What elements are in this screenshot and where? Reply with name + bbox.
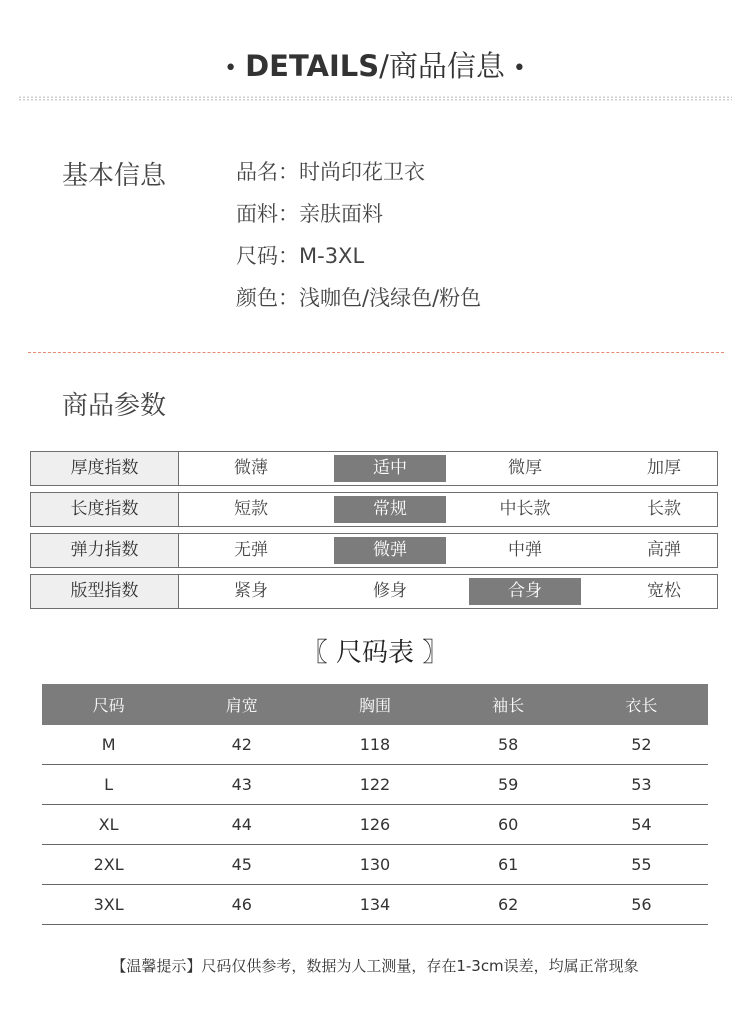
size-chart-table xyxy=(42,684,708,925)
param-label: 弹力指数 xyxy=(31,534,179,567)
param-row-thickness xyxy=(30,451,718,486)
table-cell: 62 xyxy=(442,885,575,925)
param-options xyxy=(179,575,717,608)
table-cell: 44 xyxy=(175,805,308,845)
param-option: 短款 xyxy=(234,499,268,519)
table-cell: 60 xyxy=(442,805,575,845)
param-option: 无弹 xyxy=(234,540,268,560)
param-option: 合身 xyxy=(469,578,581,605)
table-cell: 43 xyxy=(175,765,308,805)
table-cell: 61 xyxy=(442,845,575,885)
dashed-divider xyxy=(28,352,724,353)
table-cell: 46 xyxy=(175,885,308,925)
param-option: 中长款 xyxy=(499,499,551,519)
param-row-elasticity xyxy=(30,533,718,568)
size-chart-title: 〖 尺码表 〗 xyxy=(301,638,449,668)
params-title: 商品参数 xyxy=(62,391,167,421)
param-option: 微薄 xyxy=(234,458,268,478)
table-cell: 134 xyxy=(308,885,441,925)
param-label: 长度指数 xyxy=(31,493,179,526)
page-header xyxy=(0,44,750,85)
param-option: 微厚 xyxy=(508,458,542,478)
column-header: 尺码 xyxy=(42,684,175,725)
table-cell: 42 xyxy=(175,725,308,765)
table-header-row xyxy=(42,684,708,725)
param-label: 厚度指数 xyxy=(31,452,179,485)
table-cell: M xyxy=(42,725,175,765)
param-option: 长款 xyxy=(647,499,681,519)
table-cell: 55 xyxy=(575,845,708,885)
table-cell: 53 xyxy=(575,765,708,805)
column-header: 胸围 xyxy=(308,684,441,725)
param-option: 适中 xyxy=(334,455,446,482)
table-row xyxy=(42,885,708,925)
header-title-en: DETAILS xyxy=(245,49,380,83)
table-cell: 58 xyxy=(442,725,575,765)
basic-info-list xyxy=(236,155,481,323)
param-options xyxy=(179,534,717,567)
table-row xyxy=(42,765,708,805)
size-tip-note: 【温馨提示】尺码仅供参考，数据为人工测量，存在1-3cm误差，均属正常现象 xyxy=(111,957,639,975)
table-row xyxy=(42,805,708,845)
table-cell: L xyxy=(42,765,175,805)
param-row-fit xyxy=(30,574,718,609)
basic-info-fabric: 面料：亲肤面料 xyxy=(236,202,383,226)
table-cell: 122 xyxy=(308,765,441,805)
column-header: 袖长 xyxy=(442,684,575,725)
table-cell: 56 xyxy=(575,885,708,925)
param-option: 微弹 xyxy=(334,537,446,564)
table-row xyxy=(42,845,708,885)
column-header: 肩宽 xyxy=(175,684,308,725)
param-options xyxy=(179,452,717,485)
basic-info-color: 颜色：浅咖色/浅绿色/粉色 xyxy=(236,286,482,310)
table-cell: 59 xyxy=(442,765,575,805)
table-row xyxy=(42,725,708,765)
dotted-divider xyxy=(18,96,732,101)
table-cell: 118 xyxy=(308,725,441,765)
param-option: 宽松 xyxy=(647,581,681,601)
table-cell: 45 xyxy=(175,845,308,885)
param-option: 加厚 xyxy=(647,458,681,478)
table-cell: 54 xyxy=(575,805,708,845)
basic-info-name: 品名：时尚印花卫衣 xyxy=(236,160,425,184)
column-header: 衣长 xyxy=(575,684,708,725)
table-cell: 52 xyxy=(575,725,708,765)
table-cell: 2XL xyxy=(42,845,175,885)
basic-info-size: 尺码：M-3XL xyxy=(236,244,365,268)
param-option: 紧身 xyxy=(234,581,268,601)
header-dot-right: • xyxy=(512,55,526,81)
param-options xyxy=(179,493,717,526)
basic-info-title: 基本信息 xyxy=(62,161,167,191)
param-label: 版型指数 xyxy=(31,575,179,608)
header-dot-left: • xyxy=(224,55,238,81)
param-option: 高弹 xyxy=(647,540,681,560)
table-cell: 130 xyxy=(308,845,441,885)
param-row-length xyxy=(30,492,718,527)
param-option: 修身 xyxy=(373,581,407,601)
table-cell: XL xyxy=(42,805,175,845)
header-title-cn: /商品信息 xyxy=(379,49,505,83)
table-cell: 3XL xyxy=(42,885,175,925)
param-option: 常规 xyxy=(334,496,446,523)
param-option: 中弹 xyxy=(508,540,542,560)
table-cell: 126 xyxy=(308,805,441,845)
